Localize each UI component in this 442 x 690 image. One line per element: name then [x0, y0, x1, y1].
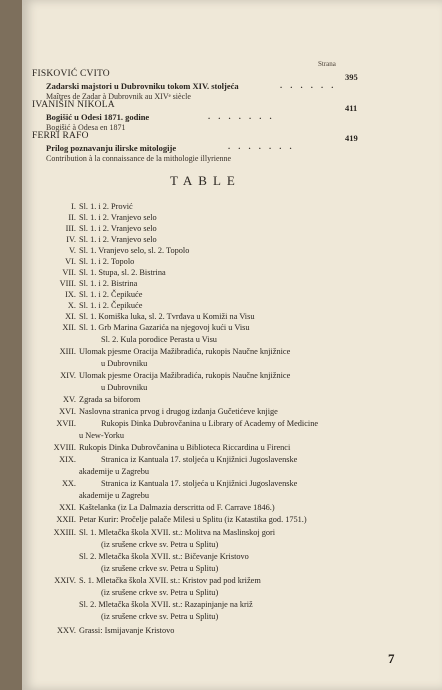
plate-caption: Sl. 1. Grb Marina Gazarića na njegovoj kući u Visu: [79, 323, 250, 332]
plate-caption: Grassi: Ismijavanje Kristovo: [79, 626, 175, 635]
plate-number: XXII.: [56, 515, 76, 524]
plate-caption: (iz srušene crkve sv. Petra u Splitu): [101, 612, 219, 621]
plate-caption: Sl. 1. i 2. Prović: [79, 202, 133, 211]
plate-caption: Sl. 1. i 2. Čepikuće: [79, 290, 143, 299]
plate-caption: Sl. 1. Vranjevo selo, sl. 2. Topolo: [79, 246, 190, 255]
plate-number: XIII.: [59, 347, 76, 356]
entry-title: Zadarski majstori u Dubrovniku tokom XIV. stoljeća: [46, 81, 239, 91]
entry-subtitle: Contribution à la connaissance de la mithologie illyrienne: [46, 154, 232, 163]
plate-caption: Sl. 2. Kula porodice Perasta u Visu: [101, 335, 217, 344]
entry-page-number: 395: [345, 72, 358, 82]
plate-number: VII.: [62, 268, 76, 277]
plate-number: XVII.: [56, 419, 76, 428]
plate-caption: Sl. 1. i 2. Vranjevo selo: [79, 235, 157, 244]
plate-caption: Sl. 2. Mletačka škola XVII. st.: Razapinjanje na križ: [79, 600, 253, 609]
plate-caption: Rukopis Dinka Dubrovčanina u Library of Academy of Medicine: [101, 419, 319, 428]
strana-label: Strana: [318, 60, 336, 68]
plate-number: III.: [65, 224, 76, 233]
plate-caption: Sl. 1. i 2. Vranjevo selo: [79, 213, 157, 222]
plate-number: XX.: [61, 479, 76, 488]
plate-caption: Stranica iz Kantuala 17. stoljeća u Knjižnici Jugoslavenske: [101, 455, 298, 464]
entry-subtitle: Maîtres de Zadar à Dubrovnik au XIVᵉ siècle: [46, 92, 191, 101]
plate-number: XI.: [65, 312, 76, 321]
entry-page-number: 419: [345, 133, 358, 143]
plate-caption: Sl. 1. Stupa, sl. 2. Bistrina: [79, 268, 166, 277]
leader-dots: . . . . . . .: [228, 141, 295, 151]
plate-number: VI.: [65, 257, 76, 266]
plate-caption: Ulomak pjesme Oracija Mažibradića, rukopis Naučne knjižnice: [79, 347, 291, 356]
plate-number: I.: [71, 202, 76, 211]
entry-author: FERRI RAFO: [32, 131, 89, 141]
plate-number: XV.: [63, 395, 76, 404]
plate-caption: Stranica iz Kantuala 17. stoljeća u Knjižnici Jugoslavenske: [101, 479, 298, 488]
plate-caption: Zgrada sa biforom: [79, 395, 141, 404]
plate-caption: Naslovna stranica prvog i drugog izdanja Gučetićeve knjige: [79, 407, 278, 416]
plate-number: XII.: [62, 323, 76, 332]
plate-number: XXI.: [59, 503, 76, 512]
plate-caption: S. 1. Mletačka škola XVII. st.: Kristov pad pod križem: [79, 576, 261, 585]
plate-number: XVIII.: [53, 443, 76, 452]
plate-caption: Sl. 1. Komiška luka, sl. 2. Tvrđava u Komiži na Visu: [79, 312, 255, 321]
plate-caption: Sl. 2. Mletačka škola XVII. st.: Bičevanje Kristovo: [79, 552, 249, 561]
entry-subtitle: Bogišić à Odesa en 1871: [46, 123, 126, 132]
plate-caption: Sl. 1. i 2. Topolo: [79, 257, 135, 266]
plate-caption: u New-Yorku: [79, 431, 125, 440]
plate-number: XIV.: [60, 371, 76, 380]
plate-caption: Sl. 1. i 2. Čepikuće: [79, 301, 143, 310]
entry-author: FISKOVIĆ CVITO: [32, 69, 110, 79]
leader-dots: . . . . . . .: [208, 111, 275, 121]
plate-number: VIII.: [59, 279, 76, 288]
plate-caption: akademije u Zagrebu: [79, 467, 150, 476]
entry-page-number: 411: [345, 103, 358, 113]
entry-title: Prilog poznavanju ilirske mitologije: [46, 143, 177, 153]
plate-number: XXV.: [57, 626, 76, 635]
plate-caption: (iz srušene crkve sv. Petra u Splitu): [101, 588, 219, 597]
plate-caption: Rukopis Dinka Dubrovčanina u Biblioteca Riccardina u Firenci: [79, 443, 291, 452]
plate-caption: Sl. 1. Mletačka škola XVII. st.: Molitva na Maslinskoj gori: [79, 528, 276, 537]
plate-caption: u Dubrovniku: [101, 359, 148, 368]
plate-number: II.: [68, 213, 76, 222]
plate-caption: Petar Kurir: Pročelje palače Milesi u Splitu (iz Katastika god. 1751.): [79, 515, 307, 524]
entry-author: IVANIŠIN NIKOLA: [32, 100, 115, 110]
table-heading: TABLE: [170, 173, 241, 188]
plate-number: X.: [67, 301, 76, 310]
plate-caption: Sl. 1. i 2. Vranjevo selo: [79, 224, 157, 233]
plate-caption: u Dubrovniku: [101, 383, 148, 392]
plate-number: XXIII.: [53, 528, 76, 537]
plate-number: XVI.: [59, 407, 76, 416]
page-number: 7: [388, 651, 395, 666]
plate-caption: (iz srušene crkve sv. Petra u Splitu): [101, 564, 219, 573]
plate-number: XIX.: [59, 455, 76, 464]
plate-caption: Kaštelanka (iz La Dalmazia derscritta od F. Carrave 1846.): [79, 503, 275, 512]
plate-number: XXIV.: [54, 576, 76, 585]
plate-caption: akademije u Zagrebu: [79, 491, 150, 500]
leader-dots: . . . . . .: [280, 80, 337, 90]
book-page: [22, 0, 442, 690]
plate-caption: Ulomak pjesme Oracija Mažibradića, rukopis Naučne knjižnice: [79, 371, 291, 380]
plate-caption: (iz srušene crkve sv. Petra u Splitu): [101, 540, 219, 549]
plate-caption: Sl. 1. i 2. Bistrina: [79, 279, 138, 288]
plate-number: IX.: [65, 290, 76, 299]
plate-number: V.: [69, 246, 76, 255]
entry-title: Bogišić u Odesi 1871. godine: [46, 112, 150, 122]
plate-number: IV.: [66, 235, 76, 244]
